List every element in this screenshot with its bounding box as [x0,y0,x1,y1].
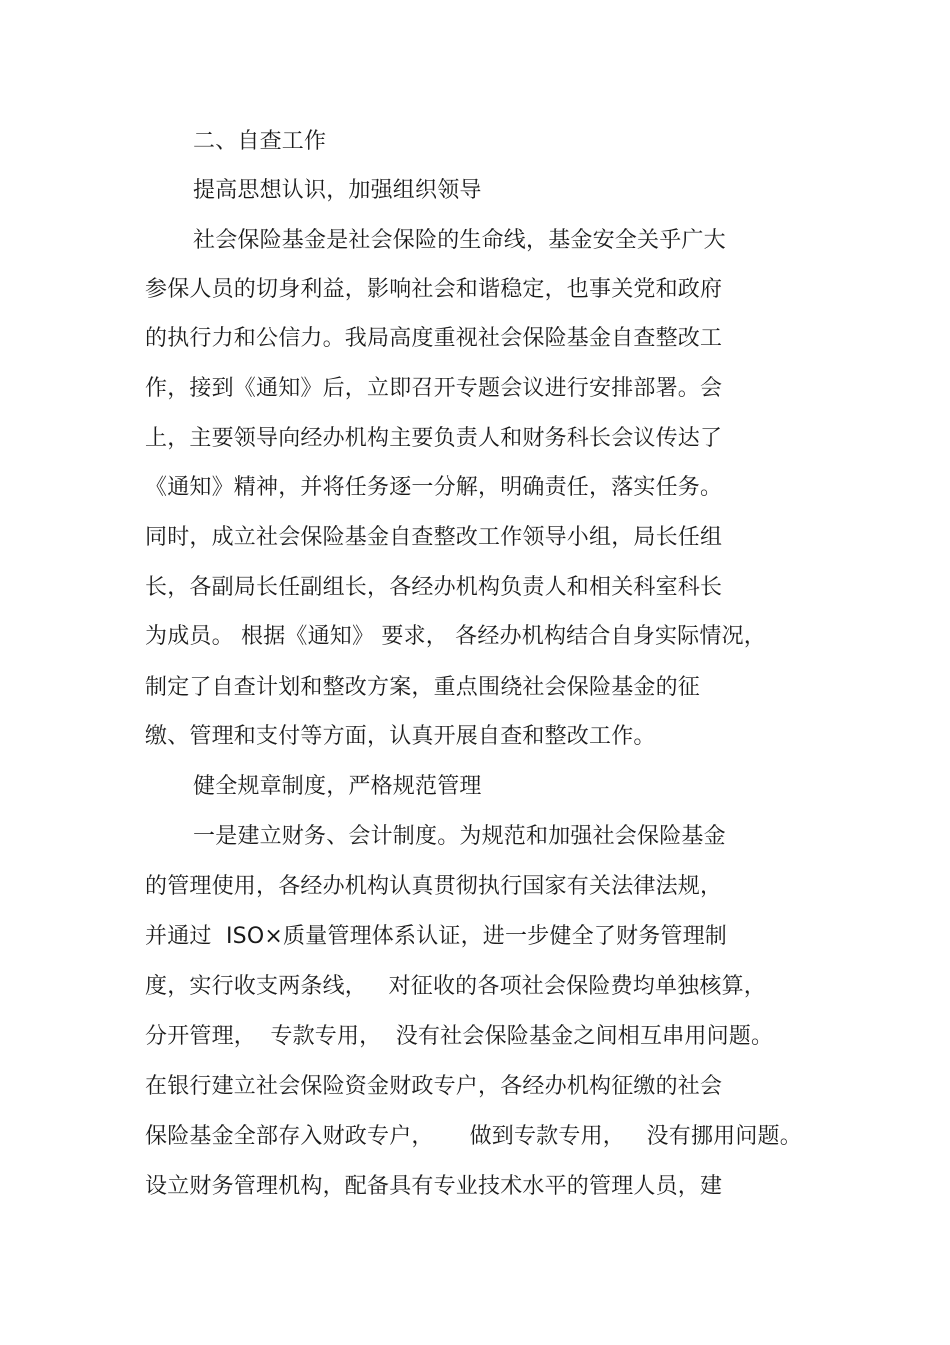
paragraph-line: 分开管理， 专款专用， 没有社会保险基金之间相互串用问题。 [145,1024,774,1049]
paragraph-line: 度，实行收支两条线， 对征收的各项社会保险费均单独核算， [145,974,766,999]
paragraph-line: 设立财务管理机构，配备具有专业技术水平的管理人员，建 [145,1174,723,1199]
paragraph-line: 参保人员的切身利益，影响社会和谐稳定，也事关党和政府 [145,277,723,302]
subheading-ideology: 提高思想认识，加强组织领导 [193,178,482,203]
paragraph-line: 的执行力和公信力。我局高度重视社会保险基金自查整改工 [145,326,723,351]
paragraph-line: 制定了自查计划和整改方案，重点围绕社会保险基金的征 [145,675,701,700]
paragraph-line: 的管理使用，各经办机构认真贯彻执行国家有关法律法规， [145,874,723,899]
section-heading: 二、自查工作 [193,129,327,154]
paragraph-line: 《通知》精神，并将任务逐一分解，明确责任，落实任务。 [145,475,723,500]
paragraph-line: 为成员。 根据《通知》 要求， 各经办机构结合自身实际情况， [145,624,766,649]
paragraph-line: 一是建立财务、会计制度。为规范和加强社会保险基金 [193,824,726,849]
paragraph-line: 保险基金全部存入财政专户， 做到专款专用， 没有挪用问题。 [145,1124,802,1149]
paragraph-line: 在银行建立社会保险资金财政专户，各经办机构征缴的社会 [145,1074,723,1099]
subheading-regulations: 健全规章制度，严格规范管理 [193,774,482,799]
paragraph-line: 并通过 ISO×质量管理体系认证，进一步健全了财务管理制 [145,924,727,949]
paragraph-line: 上，主要领导向经办机构主要负责人和财务科长会议传达了 [145,426,723,451]
paragraph-line: 长，各副局长任副组长，各经办机构负责人和相关科室科长 [145,575,723,600]
paragraph-line: 缴、管理和支付等方面，认真开展自查和整改工作。 [145,724,656,749]
paragraph-line: 社会保险基金是社会保险的生命线，基金安全关乎广大 [193,228,726,253]
paragraph-line: 作，接到《通知》后，立即召开专题会议进行安排部署。会 [145,376,723,401]
paragraph-line: 同时，成立社会保险基金自查整改工作领导小组，局长任组 [145,525,723,550]
